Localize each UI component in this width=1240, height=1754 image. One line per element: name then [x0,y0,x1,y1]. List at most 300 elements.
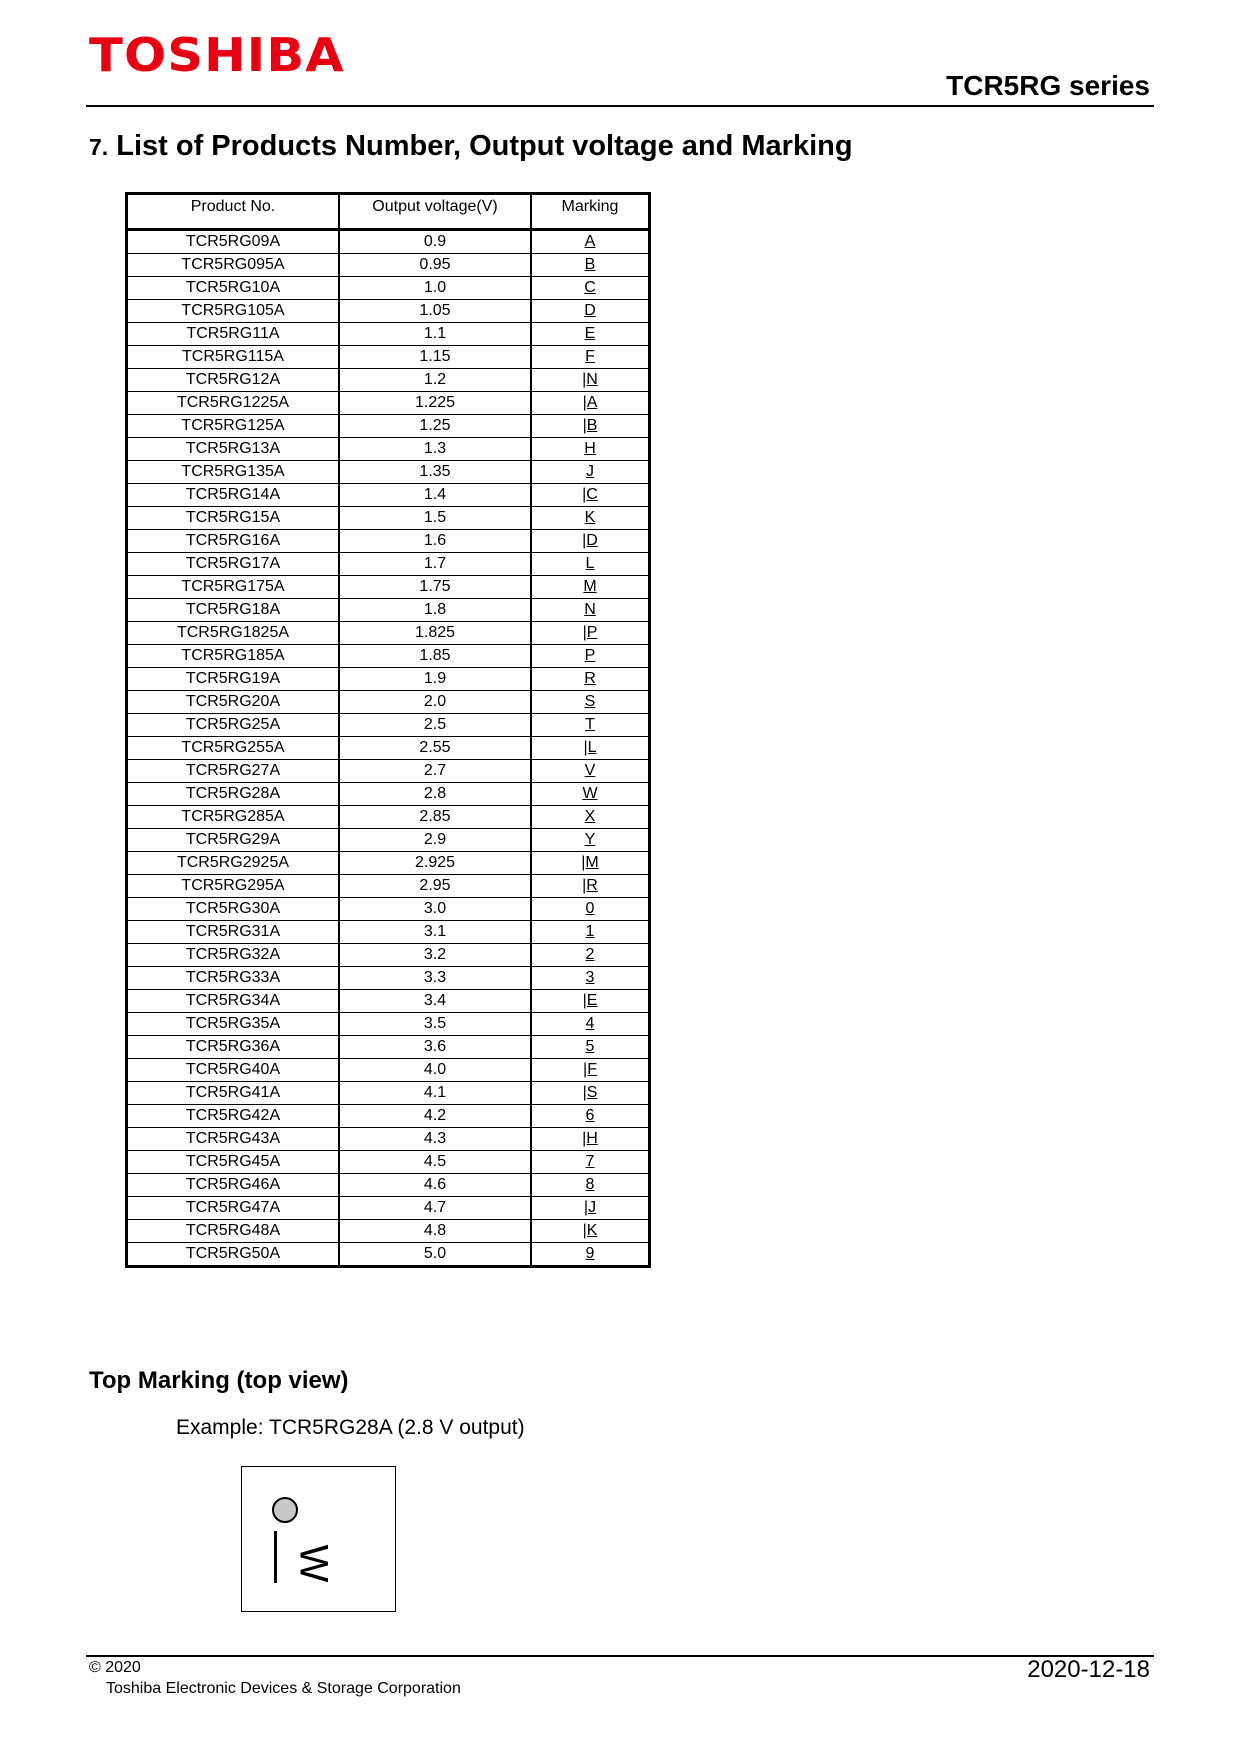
table-row [127,1059,650,1082]
cell-marking [531,323,650,346]
footer-copyright: © 2020 [89,1659,141,1676]
table-row [127,737,650,760]
voltage-value: 1.6 [423,532,447,549]
header-product-no: Product No. [127,194,340,230]
cell-output-voltage [339,1220,531,1243]
marking-code: |C [582,486,598,503]
product-number: TCR5RG11A [186,325,280,342]
cell-product-no [127,1036,340,1059]
cell-marking [531,967,650,990]
voltage-value: 1.2 [423,371,447,388]
cell-product-no [127,1243,340,1267]
top-marking-title: Top Marking (top view) [89,1367,349,1394]
marking-code: J [586,463,594,480]
header-divider [86,105,1154,107]
cell-marking [531,1082,650,1105]
marking-code: F [585,348,595,365]
product-number: TCR5RG1825A [176,624,290,641]
voltage-value: 1.0 [423,279,447,296]
cell-output-voltage [339,1128,531,1151]
cell-product-no [127,369,340,392]
product-number: TCR5RG41A [185,1084,281,1101]
table-row [127,1151,650,1174]
cell-product-no [127,392,340,415]
footer-divider [86,1655,1154,1657]
table-row [127,622,650,645]
product-number: TCR5RG32A [185,946,281,963]
cell-output-voltage [339,553,531,576]
marking-code: 3 [585,969,595,986]
voltage-value: 1.05 [419,302,451,319]
product-number: TCR5RG255A [181,739,285,756]
cell-marking [531,1036,650,1059]
table-row [127,760,650,783]
cell-product-no [127,1082,340,1105]
top-marking-example: Example: TCR5RG28A (2.8 V output) [176,1416,525,1439]
product-number: TCR5RG50A [185,1245,281,1262]
cell-product-no [127,898,340,921]
table-row [127,277,650,300]
cell-product-no [127,254,340,277]
table-row [127,300,650,323]
voltage-value: 1.7 [423,555,447,572]
marking-code: C [584,279,596,296]
table-row [127,1082,650,1105]
product-table [125,192,651,1268]
cell-product-no [127,599,340,622]
cell-output-voltage [339,806,531,829]
voltage-value: 2.7 [423,762,447,779]
voltage-value: 1.25 [419,417,451,434]
product-number: TCR5RG175A [181,578,285,595]
cell-product-no [127,553,340,576]
table-row [127,806,650,829]
cell-product-no [127,921,340,944]
cell-product-no [127,484,340,507]
cell-marking [531,737,650,760]
table-row [127,507,650,530]
section-title [89,130,853,163]
cell-product-no [127,875,340,898]
marking-code: P [584,647,596,664]
cell-marking [531,1197,650,1220]
product-number: TCR5RG40A [185,1061,281,1078]
cell-marking [531,783,650,806]
cell-marking [531,277,650,300]
marking-code: |A [582,394,598,411]
cell-product-no [127,323,340,346]
cell-marking [531,1128,650,1151]
cell-output-voltage [339,668,531,691]
cell-product-no [127,461,340,484]
marking-code: Y [584,831,596,848]
series-title: TCR5RG series [946,70,1150,101]
marking-code: |L [583,739,597,756]
cell-product-no [127,277,340,300]
marking-code: M [583,578,597,595]
cell-output-voltage [339,990,531,1013]
table-row [127,553,650,576]
cell-marking [531,806,650,829]
marking-code: |N [582,371,598,388]
product-number: TCR5RG135A [181,463,285,480]
product-number: TCR5RG31A [185,923,281,940]
cell-output-voltage [339,645,531,668]
cell-output-voltage [339,1243,531,1267]
table-row [127,1220,650,1243]
package-marking: W [291,1544,336,1583]
cell-product-no [127,783,340,806]
table-row [127,1197,650,1220]
voltage-value: 4.7 [423,1199,447,1216]
table-row [127,990,650,1013]
cell-marking [531,1151,650,1174]
cell-marking [531,230,650,254]
product-number: TCR5RG16A [185,532,281,549]
cell-output-voltage [339,622,531,645]
product-number: TCR5RG1225A [176,394,290,411]
product-number: TCR5RG09A [185,233,281,250]
voltage-value: 0.95 [419,256,451,273]
product-number: TCR5RG48A [185,1222,281,1239]
product-number: TCR5RG14A [185,486,281,503]
voltage-value: 3.3 [423,969,447,986]
voltage-value: 4.1 [423,1084,447,1101]
table-row [127,852,650,875]
cell-marking [531,645,650,668]
cell-marking [531,668,650,691]
cell-product-no [127,806,340,829]
voltage-value: 2.9 [423,831,447,848]
cell-marking [531,553,650,576]
marking-code: |K [582,1222,598,1239]
cell-output-voltage [339,484,531,507]
voltage-value: 3.1 [423,923,447,940]
product-number: TCR5RG46A [185,1176,281,1193]
cell-marking [531,852,650,875]
cell-output-voltage [339,599,531,622]
voltage-value: 1.1 [423,325,447,342]
package-top-view [241,1466,396,1612]
pin1-indicator-icon [272,1497,298,1523]
cell-output-voltage [339,507,531,530]
cell-marking [531,576,650,599]
table-row [127,1128,650,1151]
table-row [127,484,650,507]
cell-output-voltage [339,737,531,760]
marking-bar [274,1531,277,1583]
table-row [127,691,650,714]
cell-product-no [127,438,340,461]
cell-marking [531,944,650,967]
cell-product-no [127,415,340,438]
section-number: 7. [89,134,109,160]
table-row [127,829,650,852]
marking-code: L [585,555,595,572]
marking-code: E [584,325,596,342]
cell-marking [531,415,650,438]
cell-output-voltage [339,230,531,254]
voltage-value: 4.3 [423,1130,447,1147]
product-number: TCR5RG35A [185,1015,281,1032]
marking-code: |F [583,1061,597,1078]
table-row [127,438,650,461]
table-row [127,369,650,392]
cell-product-no [127,1059,340,1082]
product-number: TCR5RG10A [185,279,281,296]
marking-code: 5 [585,1038,595,1055]
table-row [127,714,650,737]
cell-marking [531,1243,650,1267]
cell-product-no [127,944,340,967]
cell-output-voltage [339,300,531,323]
cell-product-no [127,668,340,691]
product-number: TCR5RG13A [185,440,281,457]
voltage-value: 2.5 [423,716,447,733]
voltage-value: 3.5 [423,1015,447,1032]
table-row [127,461,650,484]
table-row [127,944,650,967]
cell-marking [531,300,650,323]
footer-date: 2020-12-18 [1027,1656,1150,1683]
cell-product-no [127,1220,340,1243]
product-number: TCR5RG125A [181,417,285,434]
table-header-row [127,194,650,230]
voltage-value: 0.9 [423,233,447,250]
marking-code: |S [582,1084,598,1101]
cell-marking [531,254,650,277]
cell-output-voltage [339,392,531,415]
cell-product-no [127,1013,340,1036]
cell-marking [531,829,650,852]
cell-marking [531,1174,650,1197]
cell-marking [531,369,650,392]
marking-code: W [582,785,598,802]
header-output-voltage: Output voltage(V) [339,194,531,230]
cell-output-voltage [339,1197,531,1220]
voltage-value: 4.5 [423,1153,447,1170]
voltage-value: 2.55 [419,739,451,756]
table-row [127,576,650,599]
marking-code: |B [582,417,598,434]
table-row [127,230,650,254]
cell-product-no [127,530,340,553]
cell-output-voltage [339,714,531,737]
marking-code: S [584,693,596,710]
cell-output-voltage [339,576,531,599]
cell-output-voltage [339,1082,531,1105]
product-number: TCR5RG17A [185,555,281,572]
marking-code: T [585,716,595,733]
cell-output-voltage [339,438,531,461]
table-row [127,346,650,369]
table-row [127,921,650,944]
voltage-value: 2.95 [419,877,451,894]
cell-product-no [127,1128,340,1151]
cell-output-voltage [339,1174,531,1197]
cell-product-no [127,760,340,783]
marking-code: 4 [585,1015,595,1032]
product-number: TCR5RG105A [181,302,285,319]
product-number: TCR5RG43A [185,1130,281,1147]
cell-marking [531,484,650,507]
marking-code: 8 [585,1176,595,1193]
cell-output-voltage [339,783,531,806]
cell-product-no [127,691,340,714]
table-row [127,1013,650,1036]
product-number: TCR5RG42A [185,1107,281,1124]
table-row [127,599,650,622]
cell-output-voltage [339,875,531,898]
cell-product-no [127,507,340,530]
cell-output-voltage [339,415,531,438]
voltage-value: 1.9 [423,670,447,687]
product-number: TCR5RG34A [185,992,281,1009]
cell-marking [531,392,650,415]
cell-output-voltage [339,1105,531,1128]
marking-code: K [584,509,596,526]
cell-marking [531,530,650,553]
cell-product-no [127,230,340,254]
marking-code: H [584,440,596,457]
voltage-value: 2.85 [419,808,451,825]
table-row [127,668,650,691]
product-number: TCR5RG18A [185,601,281,618]
table-row [127,898,650,921]
footer-company: Toshiba Electronic Devices & Storage Corporation [106,1680,461,1697]
cell-output-voltage [339,254,531,277]
table-row [127,783,650,806]
table-row [127,1105,650,1128]
header-marking: Marking [531,194,650,230]
cell-marking [531,760,650,783]
product-number: TCR5RG25A [185,716,281,733]
marking-code: 2 [585,946,595,963]
cell-marking [531,622,650,645]
cell-output-voltage [339,461,531,484]
cell-product-no [127,1174,340,1197]
voltage-value: 4.6 [423,1176,447,1193]
cell-output-voltage [339,852,531,875]
marking-code: A [584,233,596,250]
cell-marking [531,875,650,898]
cell-output-voltage [339,323,531,346]
marking-code: X [584,808,596,825]
product-number: TCR5RG27A [185,762,281,779]
product-number: TCR5RG12A [185,371,281,388]
table-row [127,645,650,668]
cell-marking [531,1059,650,1082]
cell-marking [531,507,650,530]
cell-product-no [127,967,340,990]
product-number: TCR5RG20A [185,693,281,710]
voltage-value: 3.6 [423,1038,447,1055]
cell-output-voltage [339,530,531,553]
product-number: TCR5RG30A [185,900,281,917]
cell-marking [531,990,650,1013]
cell-product-no [127,737,340,760]
cell-marking [531,438,650,461]
cell-product-no [127,1151,340,1174]
cell-marking [531,1220,650,1243]
cell-output-voltage [339,967,531,990]
voltage-value: 1.15 [419,348,451,365]
section-title-text: List of Products Number, Output voltage and Marking [116,130,853,162]
voltage-value: 3.0 [423,900,447,917]
marking-code: B [584,256,596,273]
product-number: TCR5RG2925A [176,854,290,871]
voltage-value: 2.8 [423,785,447,802]
cell-output-voltage [339,346,531,369]
table-row [127,1174,650,1197]
cell-marking [531,921,650,944]
voltage-value: 1.4 [423,486,447,503]
cell-output-voltage [339,1059,531,1082]
cell-marking [531,599,650,622]
product-number: TCR5RG115A [182,348,284,365]
product-number: TCR5RG45A [185,1153,281,1170]
table-row [127,530,650,553]
voltage-value: 1.8 [423,601,447,618]
voltage-value: 1.85 [419,647,451,664]
cell-product-no [127,829,340,852]
product-number: TCR5RG36A [185,1038,281,1055]
product-number: TCR5RG29A [185,831,281,848]
marking-code: V [584,762,596,779]
table-row [127,323,650,346]
cell-output-voltage [339,944,531,967]
cell-marking [531,1105,650,1128]
cell-product-no [127,300,340,323]
cell-marking [531,1013,650,1036]
product-number: TCR5RG285A [181,808,285,825]
marking-code: 1 [585,923,595,940]
cell-output-voltage [339,277,531,300]
voltage-value: 2.925 [414,854,456,871]
cell-output-voltage [339,1013,531,1036]
table-body [127,230,650,1267]
product-number: TCR5RG185A [181,647,285,664]
marking-code: |D [582,532,598,549]
voltage-value: 1.35 [419,463,451,480]
cell-product-no [127,990,340,1013]
marking-code: 6 [585,1107,595,1124]
voltage-value: 1.5 [423,509,447,526]
cell-output-voltage [339,921,531,944]
marking-code: |J [583,1199,597,1216]
cell-marking [531,346,650,369]
marking-code: |P [582,624,598,641]
voltage-value: 1.75 [419,578,451,595]
voltage-value: 1.225 [414,394,456,411]
cell-marking [531,898,650,921]
cell-product-no [127,1197,340,1220]
cell-marking [531,461,650,484]
voltage-value: 3.2 [423,946,447,963]
marking-code: N [584,601,596,618]
voltage-value: 5.0 [423,1245,447,1262]
table-row [127,875,650,898]
cell-product-no [127,346,340,369]
cell-marking [531,691,650,714]
cell-output-voltage [339,691,531,714]
product-number: TCR5RG15A [185,509,281,526]
cell-output-voltage [339,829,531,852]
cell-product-no [127,1105,340,1128]
table-row [127,415,650,438]
table-row [127,967,650,990]
marking-code: 9 [585,1245,595,1262]
